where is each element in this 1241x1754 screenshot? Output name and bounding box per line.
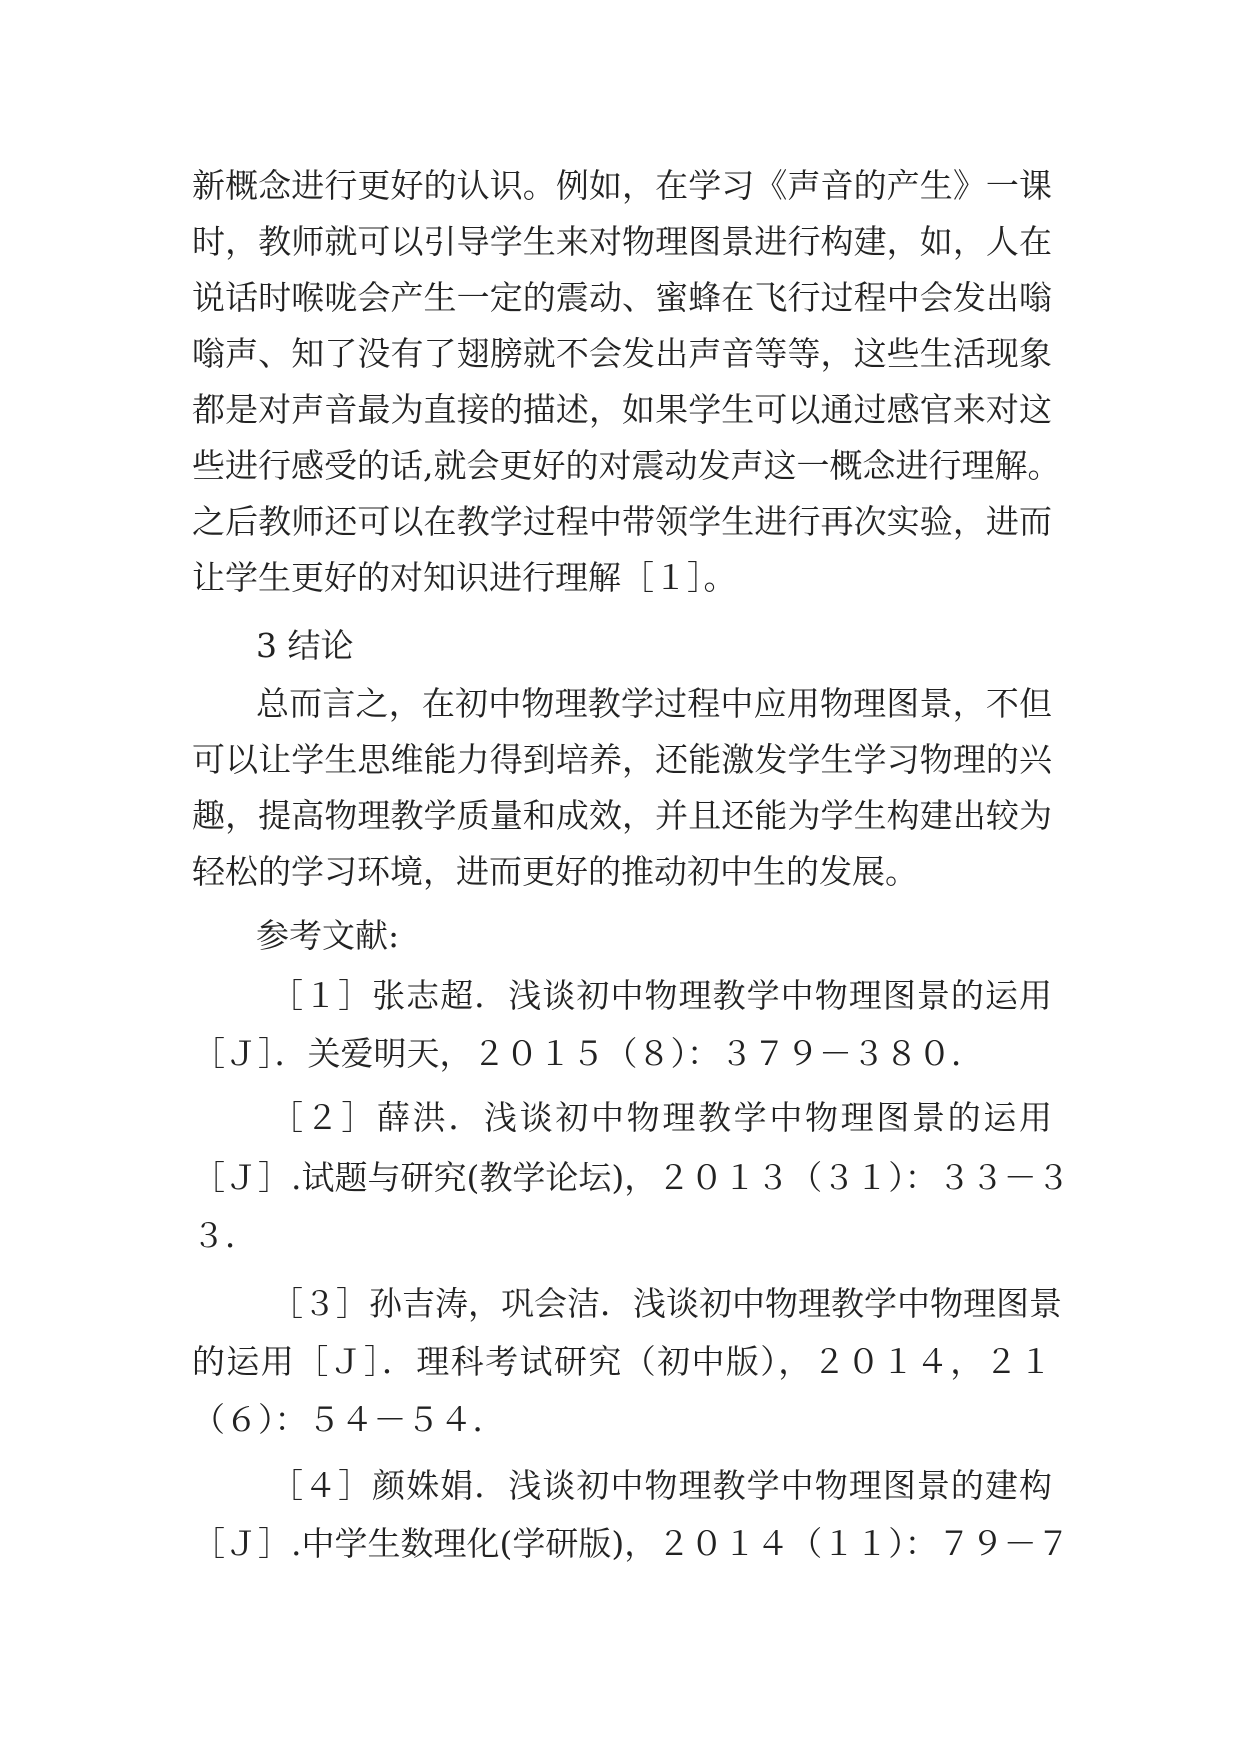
reference-2-line: ［２］薛洪．浅谈初中物理教学中物理图景的运用 <box>270 1098 1052 1137</box>
reference-1-line: ［１］张志超．浅谈初中物理教学中物理图景的运用 <box>270 976 1052 1015</box>
reference-2-line: ３． <box>192 1216 258 1255</box>
reference-4-line: ［４］颜姝娟．浅谈初中物理教学中物理图景的建构 <box>270 1466 1052 1505</box>
body-line: 新概念进行更好的认识。例如，在学习《声音的产生》一课 <box>192 166 1052 205</box>
references-heading: 参考文献: <box>256 916 400 955</box>
conclusion-line: 可以让学生思维能力得到培养，还能激发学生学习物理的兴 <box>192 740 1052 779</box>
body-line: 些进行感受的话,就会更好的对震动发声这一概念进行理解。 <box>192 446 1061 485</box>
conclusion-line: 轻松的学习环境，进而更好的推动初中生的发展。 <box>192 852 918 891</box>
reference-3-line: （６）：５４－５４． <box>192 1400 506 1439</box>
body-line: 时，教师就可以引导学生来对物理图景进行构建，如，人在 <box>192 222 1052 261</box>
body-line: 之后教师还可以在教学过程中带领学生进行再次实验，进而 <box>192 502 1052 541</box>
body-line: 让学生更好的对知识进行理解［１］。 <box>192 558 737 597</box>
reference-4-line: ［Ｊ］.中学生数理化(学研版)，２０１４（１１）：７９－７ <box>192 1524 1070 1563</box>
conclusion-line: 趣，提高物理教学质量和成效，并且还能为学生构建出较为 <box>192 796 1052 835</box>
reference-3-line: ［３］孙吉涛，巩会洁．浅谈初中物理教学中物理图景 <box>270 1284 1062 1323</box>
reference-1-line: ［Ｊ］．关爱明天，２０１５（８）：３７９－３８０． <box>192 1034 984 1073</box>
section-heading-conclusion: 3 结论 <box>256 626 354 665</box>
reference-3-line: 的运用［Ｊ］．理科考试研究（初中版），２０１４，２１ <box>192 1342 1052 1381</box>
reference-2-line: ［Ｊ］.试题与研究(教学论坛)，２０１３（３１）：３３－３ <box>192 1158 1070 1197</box>
body-line: 都是对声音最为直接的描述，如果学生可以通过感官来对这 <box>192 390 1052 429</box>
body-line: 嗡声、知了没有了翅膀就不会发出声音等等，这些生活现象 <box>192 334 1052 373</box>
body-line: 说话时喉咙会产生一定的震动、蜜蜂在飞行过程中会发出嗡 <box>192 278 1052 317</box>
conclusion-line: 总而言之，在初中物理教学过程中应用物理图景，不但 <box>256 684 1052 723</box>
